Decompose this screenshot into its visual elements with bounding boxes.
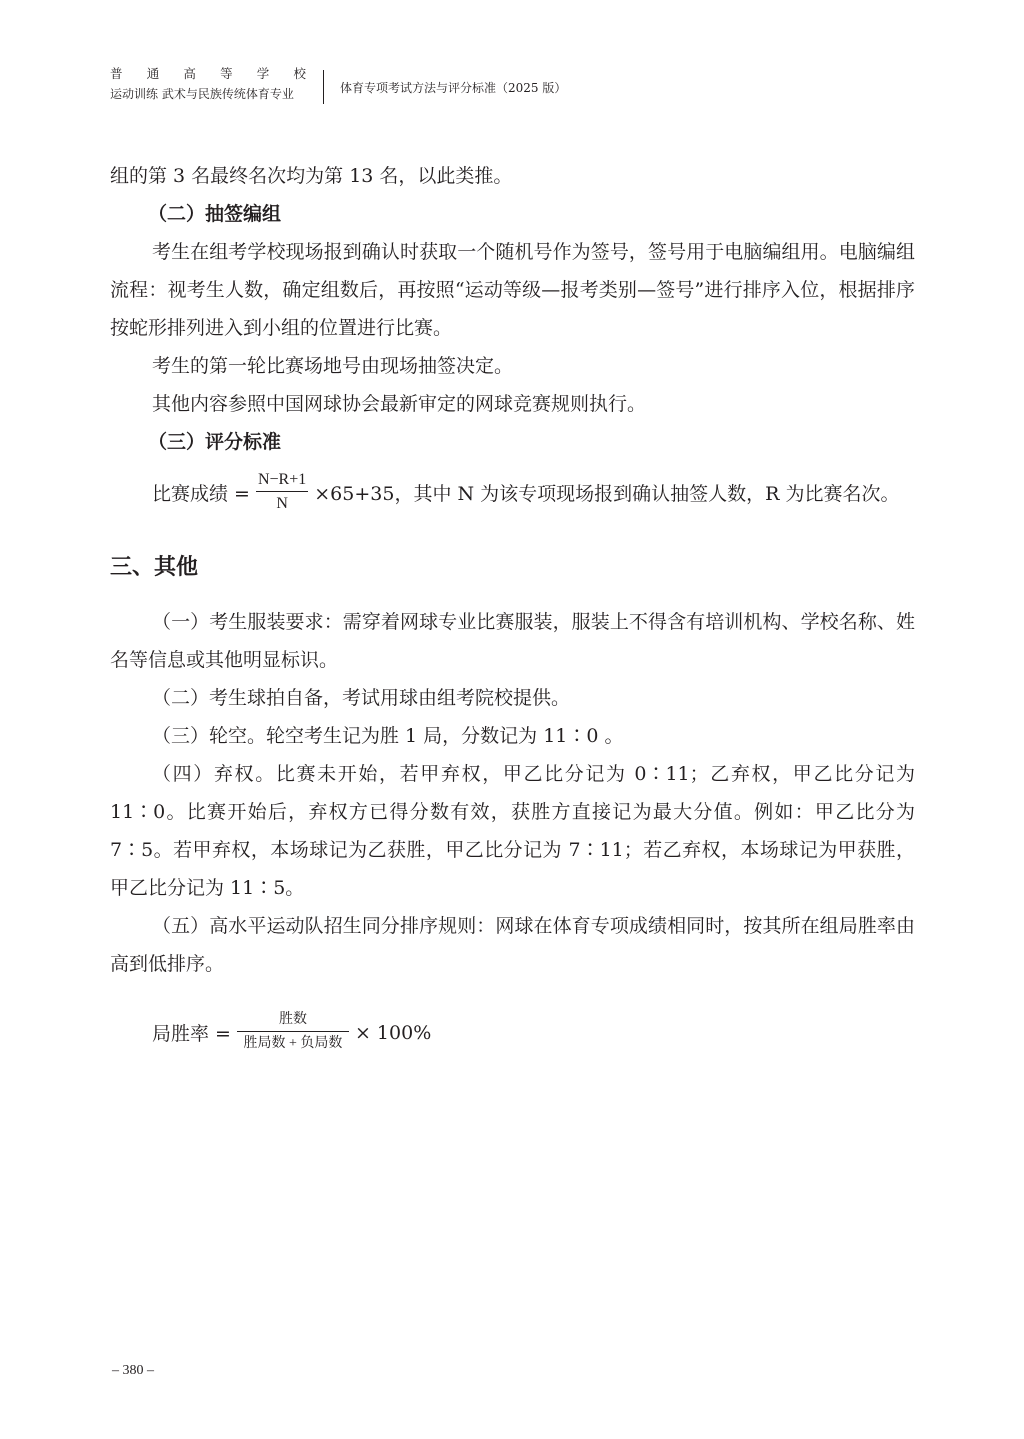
formula-rhs: × 100% bbox=[354, 1021, 432, 1044]
list-item-forfeit: （四）弃权。比赛未开始，若甲弃权，甲乙比分记为 0∶11；乙弃权，甲乙比分记为 11∶0。比赛开始后，弃权方已得分数有效，获胜方直接记为最大分值。例如：甲乙比分为 7∶5。若甲弃权，本场球记为乙获胜，甲乙比分记为 7∶11；若乙弃权，本场球记为甲获胜，甲乙比分记为 11∶5。 bbox=[110, 763, 915, 899]
header-divider bbox=[323, 70, 324, 104]
paragraph-continued: 组的第 3 名最终名次均为第 13 名，以此类推。 bbox=[110, 165, 513, 187]
formula-fraction bbox=[256, 469, 308, 516]
formula-lhs: 比赛成绩 = bbox=[152, 482, 250, 505]
header-school-char: 等 bbox=[220, 66, 233, 81]
subheading-scoring-standard: （三）评分标准 bbox=[148, 431, 282, 453]
header-school-name bbox=[110, 64, 306, 84]
section-heading-other: 三、其他 bbox=[110, 554, 199, 580]
paragraph-rules-reference: 其他内容参照中国网球协会最新审定的网球竞赛规则执行。 bbox=[152, 393, 647, 415]
paragraph-court-draw: 考生的第一轮比赛场地号由现场抽签决定。 bbox=[152, 355, 514, 377]
formula-denominator: N bbox=[276, 494, 288, 512]
header-school-block bbox=[110, 64, 308, 104]
list-item-bye: （三）轮空。轮空考生记为胜 1 局，分数记为 11∶0 。 bbox=[152, 725, 624, 747]
paragraph-draw-process: 考生在组考学校现场报到确认时获取一个随机号作为签号，签号用于电脑编组用。电脑编组流程：视考生人数，确定组数后，再按照“运动等级—报考类别—签号”进行排序入位，根据排序按蛇形排列进入到小组的位置进行比赛。 bbox=[110, 241, 915, 339]
formula-denominator: 胜局数 + 负局数 bbox=[243, 1036, 343, 1051]
header-school-subtitle: 运动训练 武术与民族传统体育专业 bbox=[110, 87, 294, 101]
page-number: – 380 – bbox=[112, 1363, 154, 1378]
subheading-draw-grouping: （二）抽签编组 bbox=[148, 203, 282, 225]
header-school-char: 学 bbox=[256, 66, 270, 81]
header-school-char: 普 bbox=[110, 66, 123, 81]
formula-fraction bbox=[237, 1009, 349, 1056]
score-formula bbox=[110, 463, 915, 521]
header-school-char: 高 bbox=[183, 66, 196, 81]
list-item-tiebreak-rule: （五）高水平运动队招生同分排序规则：网球在体育专项成绩相同时，按其所在组局胜率由高到低排序。 bbox=[110, 915, 915, 975]
page-body bbox=[110, 157, 915, 1056]
formula-numerator: 胜数 bbox=[237, 1009, 349, 1032]
formula-rhs: ×65+35，其中 N 为该专项现场报到确认抽签人数，R 为比赛名次。 bbox=[314, 482, 900, 505]
formula-lhs: 局胜率 = bbox=[152, 1023, 231, 1045]
list-item-dress-code: （一）考生服装要求：需穿着网球专业比赛服装，服装上不得含有培训机构、学校名称、姓名等信息或其他明显标识。 bbox=[110, 611, 915, 671]
header-school-char: 校 bbox=[293, 66, 306, 81]
running-header bbox=[110, 64, 910, 108]
win-rate-formula bbox=[110, 1009, 915, 1056]
header-book-title: 体育专项考试方法与评分标准（2025 版） bbox=[340, 81, 567, 95]
header-school-char: 通 bbox=[146, 66, 160, 81]
formula-numerator: N−R+1 bbox=[256, 469, 308, 492]
list-item-equipment: （二）考生球拍自备，考试用球由组考院校提供。 bbox=[152, 687, 571, 709]
